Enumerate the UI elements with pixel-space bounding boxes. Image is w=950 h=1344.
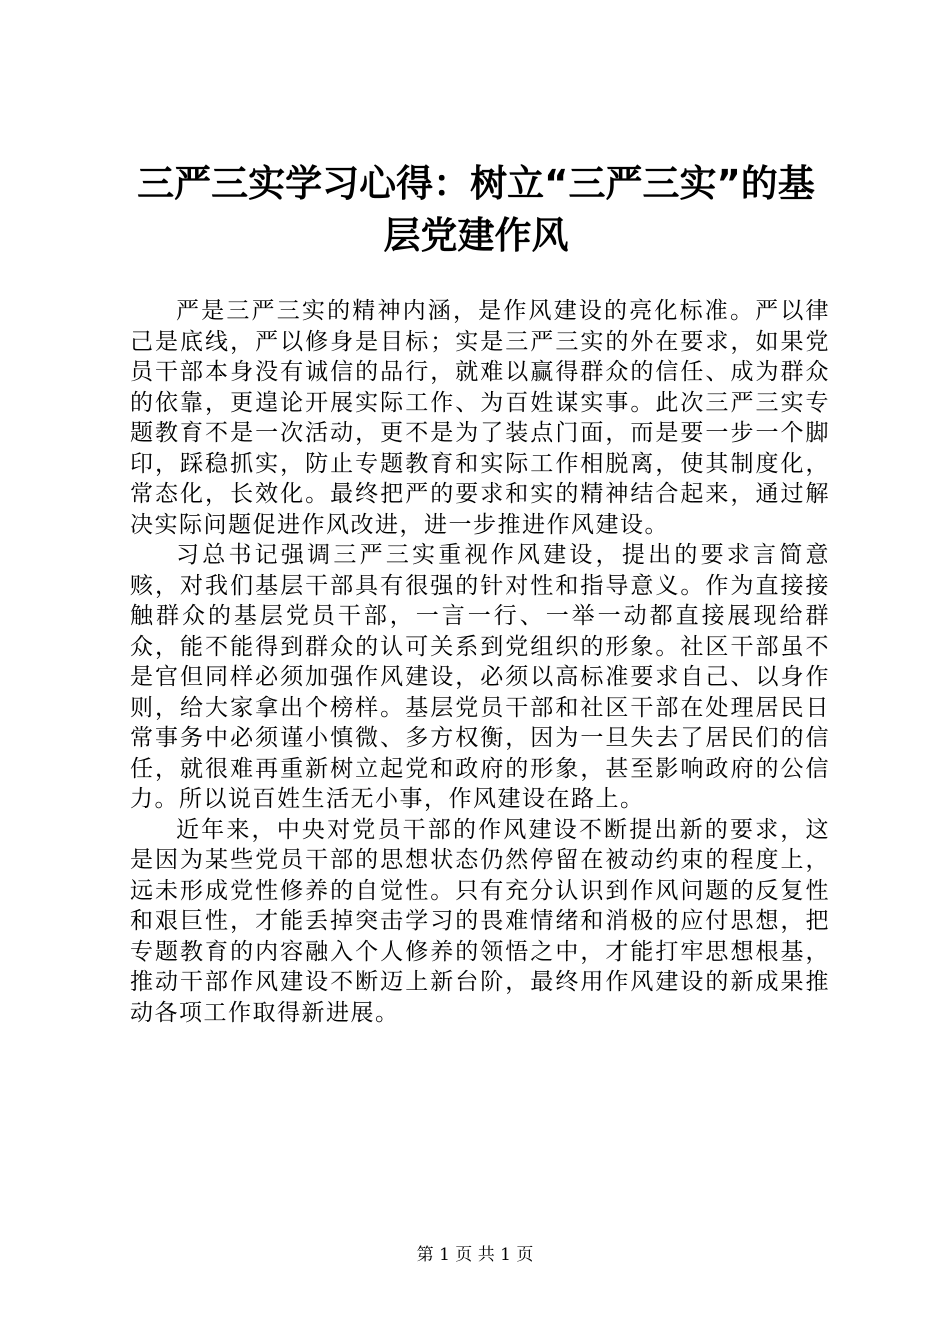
body-paragraph-1: 严是三严三实的精神内涵，是作风建设的亮化标准。严以律己是底线，严以修身是目标；实是三严三实的外在要求，如果党员干部本身没有诚信的品行，就难以赢得群众的信任、成为群众的依靠，更遑论开展实际工作、为百姓谋实事。此次三严三实专题教育不是一次活动，更不是为了装点门面，而是要一步一个脚印，踩稳抓实，防止专题教育和实际工作相脱离，使其制度化，常态化，长效化。最终把严的要求和实的精神结合起来，通过解决实际问题促进作风改进，进一步推进作风建设。 xyxy=(130,298,830,538)
document-body xyxy=(130,296,830,1028)
document-title: 三严三实学习心得：树立“三严三实”的基层党建作风 xyxy=(137,162,815,257)
page-number-footer: 第 1 页 共 1 页 xyxy=(416,1245,534,1265)
body-paragraph-2: 习总书记强调三严三实重视作风建设，提出的要求言简意赅，对我们基层干部具有很强的针对性和指导意义。作为直接接触群众的基层党员干部，一言一行、一举一动都直接展现给群众，能不能得到群众的认可关系到党组织的形象。社区干部虽不是官但同样必须加强作风建设，必须以高标准要求自己、以身作则，给大家拿出个榜样。基层党员干部和社区干部在处理居民日常事务中必须谨小慎微、多方权衡，因为一旦失去了居民们的信任，就很难再重新树立起党和政府的形象，甚至影响政府的公信力。所以说百姓生活无小事，作风建设在路上。 xyxy=(130,542,830,812)
body-paragraph-3: 近年来，中央对党员干部的作风建设不断提出新的要求，这是因为某些党员干部的思想状态仍然停留在被动约束的程度上，远未形成党性修养的自觉性。只有充分认识到作风问题的反复性和艰巨性，才能丢掉突击学习的畏难情绪和消极的应付思想，把专题教育的内容融入个人修养的领悟之中，才能打牢思想根基，推动干部作风建设不断迈上新台阶，最终用作风建设的新成果推动各项工作取得新进展。 xyxy=(130,816,830,1026)
